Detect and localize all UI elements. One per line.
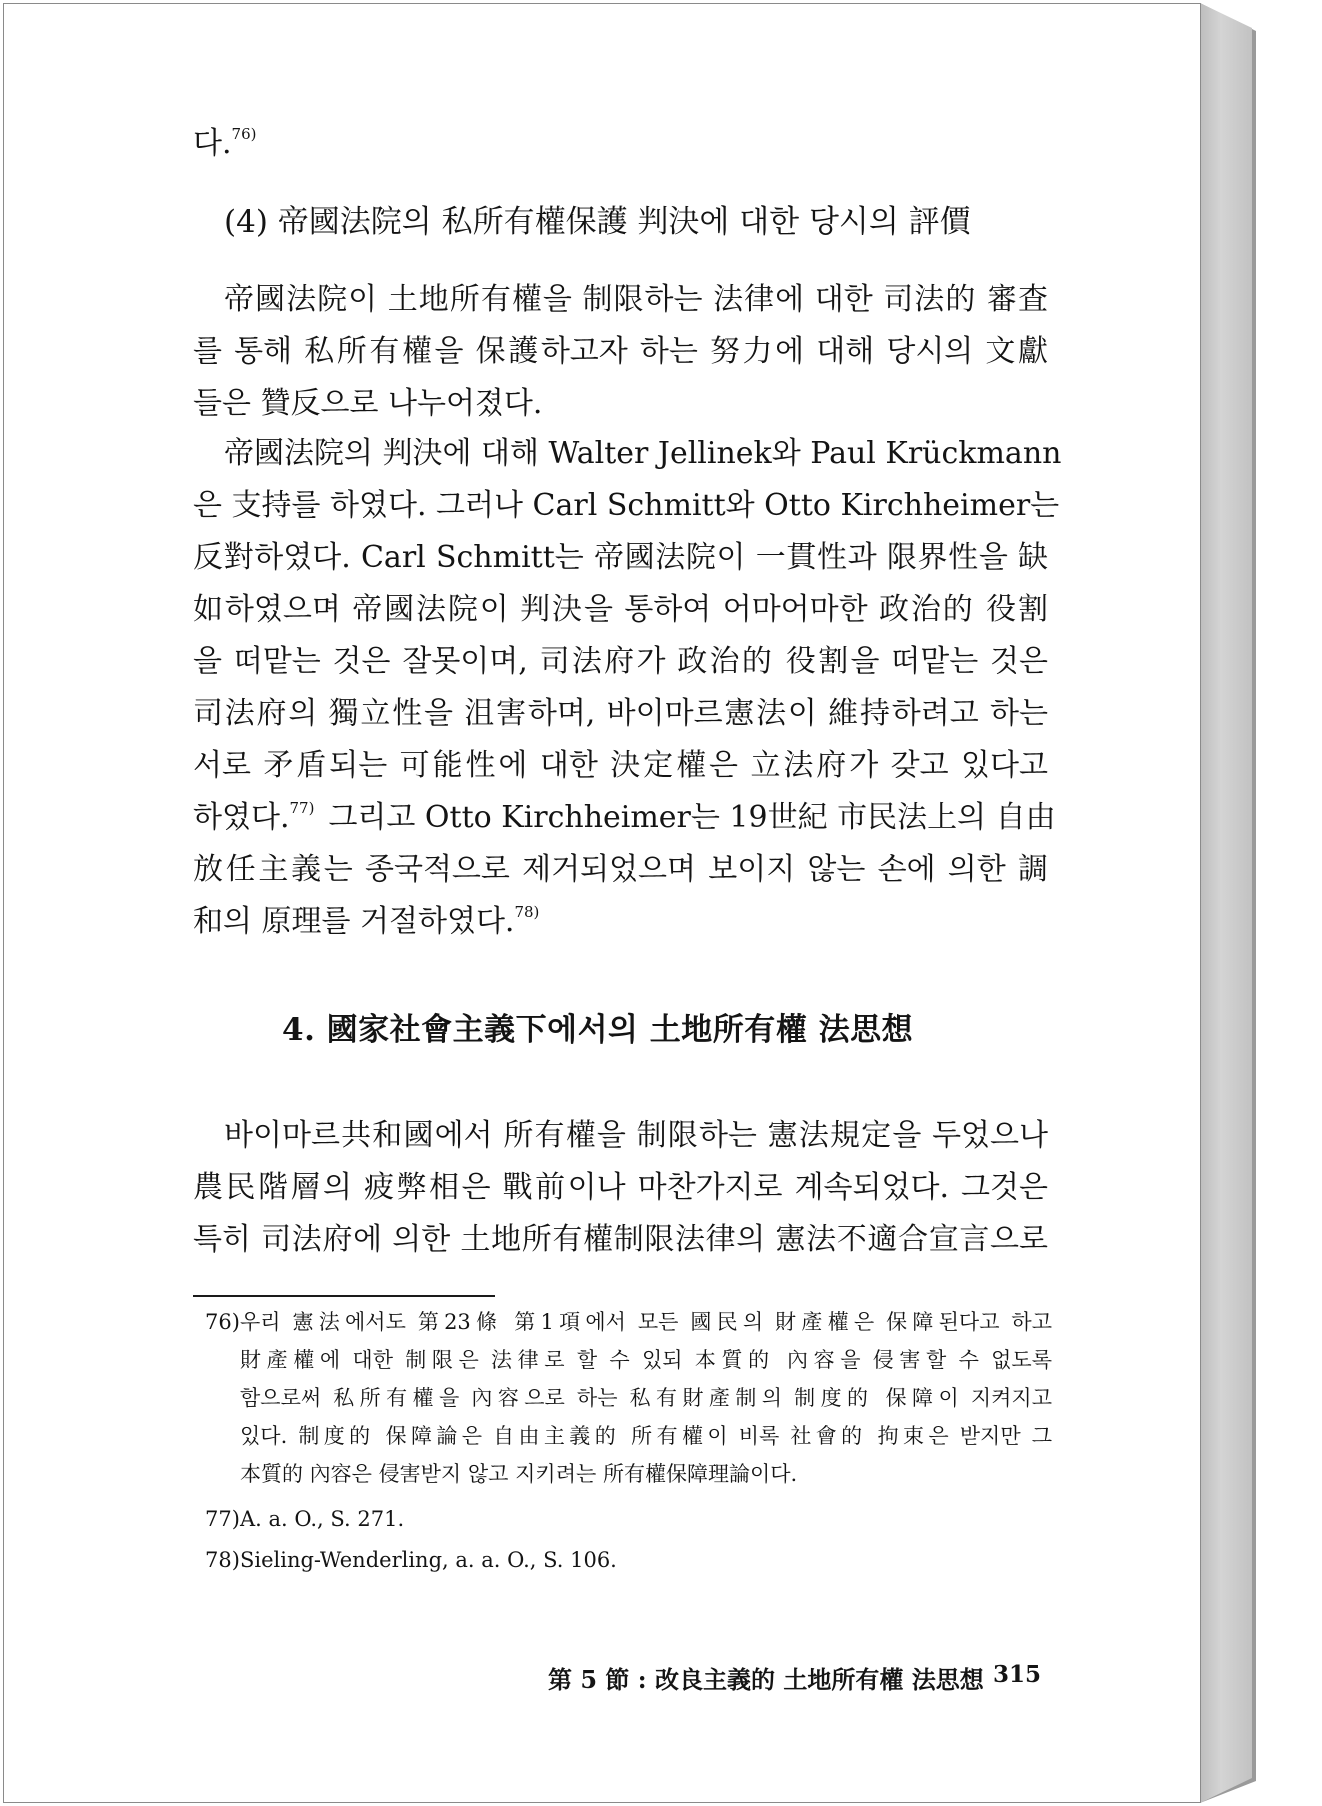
body-line: 放任主義는 종국적으로 제거되었으며 보이지 않는 손에 의한 調 [193,852,1048,887]
footnote-number: 78) [205,1548,240,1572]
footnote-line: 있다. 制度的 保障論은 自由主義的 所有權이 비록 社會的 拘束은 받지만 그 [240,1424,1052,1448]
body-line [193,904,539,940]
footnote-separator [193,1295,495,1297]
book-spine [1200,3,1252,1803]
body-line: 帝國法院의 判決에 대해 Walter Jellinek와 Paul Krückmann [224,436,1062,471]
body-line: 反對하였다. Carl Schmitt는 帝國法院이 一貫性과 限界性을 缺 [193,540,1048,575]
body-text: 和의 原理를 거절하였다. [193,904,515,939]
footnote-ref: 77) [289,799,315,817]
footnote-line: Sieling-Wenderling, a. a. O., S. 106. [240,1548,617,1572]
body-line: 들은 贊反으로 나누어졌다. [193,386,543,421]
body-line [193,799,1056,836]
footnote-number: 76) [205,1310,240,1334]
footnote-line: 우리 憲法에서도 第23條 第1項에서 모든 國民의 財產權은 保障된다고 하고 [240,1310,1052,1334]
body-line: 帝國法院이 土地所有權을 制限하는 法律에 대한 司法的 審査 [224,282,1048,317]
subsection-heading: (4) 帝國法院의 私所有權保護 判決에 대한 당시의 評價 [224,204,971,240]
body-line: 은 支持를 하였다. 그러나 Carl Schmitt와 Otto Kirchheimer는 [193,488,1060,523]
page-number: 315 [993,1661,1042,1688]
body-line: 서로 矛盾되는 可能性에 대한 決定權은 立法府가 갖고 있다고 [193,748,1048,783]
body-line: 司法府의 獨立性을 沮害하며, 바이마르憲法이 維持하려고 하는 [193,696,1048,731]
body-text: 다. [193,126,232,161]
running-footer-title: 第 5 節 : 改良主義的 土地所有權 法思想 [548,1665,984,1694]
footnote-number: 77) [205,1507,240,1531]
book-page [3,3,1201,1803]
footnote-line: 함으로써 私所有權을 內容으로 하는 私有財產制의 制度的 保障이 지켜지고 [240,1386,1052,1410]
body-line: 바이마르共和國에서 所有權을 制限하는 憲法規定을 두었으나 [224,1118,1048,1153]
body-line: 를 통해 私所有權을 保護하고자 하는 努力에 대해 당시의 文獻 [193,334,1048,369]
footnote-ref: 76) [231,125,257,143]
body-text: 하였다. [193,800,290,835]
footnote-line: 本質的 內容은 侵害받지 않고 지키려는 所有權保障理論이다. [240,1462,798,1486]
footnote-line: A. a. O., S. 271. [240,1507,405,1531]
body-line: 如하였으며 帝國法院이 判決을 통하여 어마어마한 政治的 役割 [193,592,1048,627]
footnote-line: 財產權에 대한 制限은 法律로 할 수 있되 本質的 內容을 侵害할 수 없도록 [240,1348,1052,1372]
body-text: 그리고 Otto Kirchheimer는 19世紀 市民法上의 自由 [328,800,1056,835]
body-line: 특히 司法府에 의한 土地所有權制限法律의 憲法不適合宣言으로 [193,1222,1048,1257]
body-line: 農民階層의 疲弊相은 戰前이나 마찬가지로 계속되었다. 그것은 [193,1170,1048,1205]
body-line [193,126,256,162]
footnote-ref: 78) [514,903,540,921]
body-line: 을 떠맡는 것은 잘못이며, 司法府가 政治的 役割을 떠맡는 것은 [193,644,1048,679]
section-title: 4. 國家社會主義下에서의 土地所有權 法思想 [282,1012,914,1048]
